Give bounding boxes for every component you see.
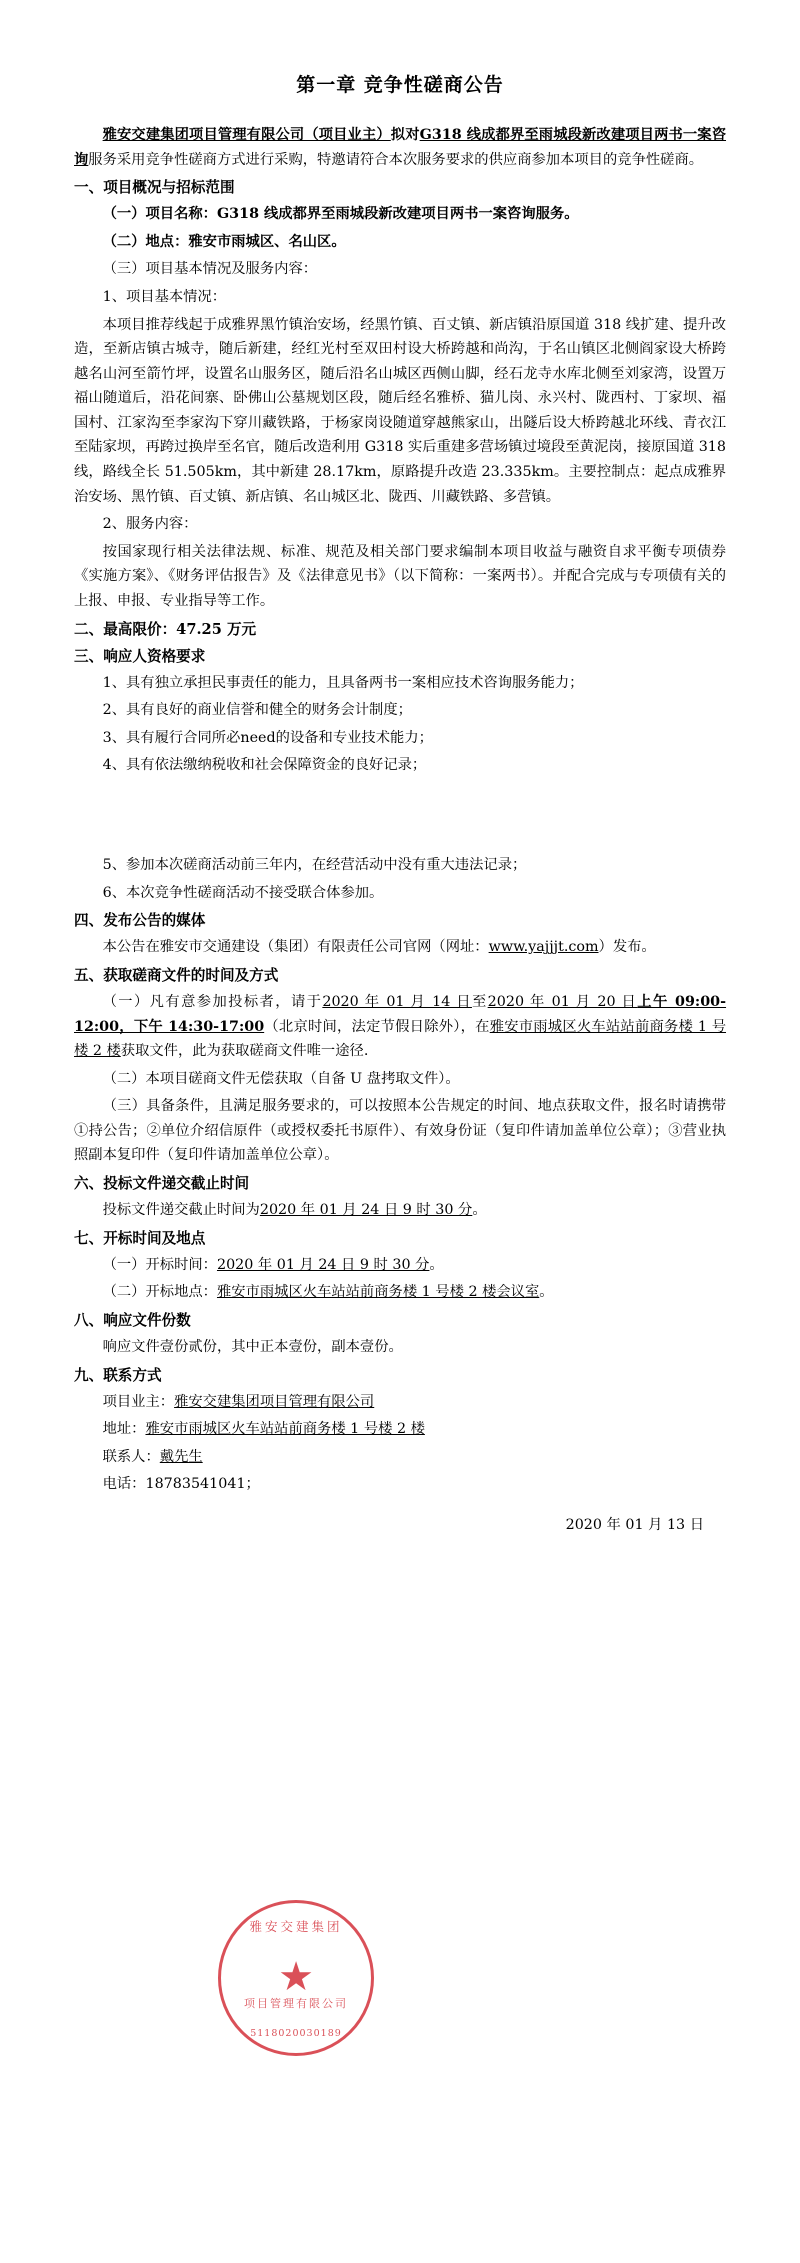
section1-sub-2: 2、服务内容： (102, 516, 198, 533)
contact-owner-label: 项目业主： (102, 1393, 175, 1410)
open-time-tail: 。 (429, 1256, 444, 1273)
section1-item-name (74, 202, 726, 227)
bid-deadline-paragraph (74, 1198, 726, 1223)
qualification-item: 4、具有依法缴纳税收和社会保障资金的良好记录； (102, 757, 427, 774)
doc-acquire-requirements: （三）具备条件，且满足服务要求的，可以按照本公告规定的时间、地点获取文件，报名时请携带①持公告；②单位介绍信原件（或授权委托书原件）、有效身份证（复印件请加盖单位公章）；③营业执照副本复印件（复印件请加盖单位公章）。 (74, 1098, 726, 1164)
seal-bottom-text: 5118020030189 (250, 2028, 342, 2039)
section-heading-1: 一、项目概况与招标范围 (74, 179, 235, 197)
acquire-tail: 获取文件，此为获取磋商文件唯一途径. (120, 1043, 369, 1060)
section-heading-2 (74, 617, 726, 642)
intro-project: G318 线成都界至雨城段新改建项目两书一案咨询 (74, 127, 727, 168)
label-max-price: 二、最高限价： (74, 620, 177, 638)
open-place-tail: 。 (539, 1284, 554, 1301)
contact-person (74, 1445, 726, 1470)
deadline-tail: 。 (472, 1202, 487, 1219)
value-location: 雅安市雨城区、名山区。 (188, 233, 346, 250)
copies-paragraph: 响应文件壹份贰份，其中正本壹份，副本壹份。 (102, 1338, 403, 1355)
seal-star-icon: ★ (278, 1954, 314, 2001)
qualification-item: 2、具有良好的商业信誉和健全的财务会计制度； (102, 702, 412, 719)
deadline-date: 2020 年 01 月 24 日 9 时 30 分 (259, 1202, 473, 1219)
intro-suffix: 服务采用竞争性磋商方式进行采购，特邀请符合本次服务要求的供应商参加本项目的竞争性磋商。 (88, 151, 704, 168)
contact-owner (74, 1390, 726, 1415)
section-heading-8: 八、响应文件份数 (74, 1311, 191, 1329)
label-project-name: （一）项目名称： (102, 206, 217, 223)
acquire-mid2: （北京时间，法定节假日除外），在 (264, 1018, 490, 1035)
contact-address (74, 1417, 726, 1442)
acquire-lead: （一）凡有意参加投标者，请于 (102, 993, 323, 1010)
section-heading-9: 九、联系方式 (74, 1366, 162, 1384)
open-time-date: 2020 年 01 月 24 日 9 时 30 分 (216, 1256, 430, 1273)
qualification-item: 6、本次竞争性磋商活动不接受联合体参加。 (102, 884, 384, 901)
qualification-item: 3、具有履行合同所必need的设备和专业技术能力； (102, 729, 433, 746)
value-project-name: G318 线成都界至雨城段新改建项目两书一案咨询服务。 (216, 206, 579, 223)
acquire-mid1: 至 (471, 993, 488, 1010)
section-heading-4: 四、发布公告的媒体 (74, 912, 206, 930)
open-place-paragraph (74, 1280, 726, 1305)
seal-ring (221, 1903, 371, 2053)
open-time-lead: （一）开标时间： (102, 1256, 217, 1273)
issue-date: 2020 年 01 月 13 日 (565, 1516, 704, 1533)
official-website-link[interactable]: www.yajjjt.com (488, 939, 599, 956)
value-max-price: 47.25 万元 (176, 620, 257, 638)
open-place-lead: （二）开标地点： (102, 1284, 217, 1301)
seal-top-text: 雅安交建集团 (249, 1919, 343, 1934)
section-heading-6: 六、投标文件递交截止时间 (74, 1174, 250, 1192)
open-time-paragraph (74, 1253, 726, 1278)
doc-acquire-paragraph (74, 990, 726, 1064)
intro-owner: 雅安交建集团项目管理有限公司（项目业主） (102, 127, 391, 143)
acquire-start-date: 2020 年 01 月 14 日 (322, 993, 472, 1010)
media-text-suffix: ）发布。 (598, 939, 656, 956)
acquire-time-range: 上午 09:00-12:00，下午 14:30-17:00 (74, 993, 727, 1035)
section-heading-3: 三、响应人资格要求 (74, 647, 206, 665)
doc-acquire-free: （二）本项目磋商文件无偿获取（自备 U 盘拷取文件）。 (102, 1070, 460, 1087)
section-heading-5: 五、获取磋商文件的时间及方式 (74, 966, 279, 984)
section-heading-7: 七、开标时间及地点 (74, 1229, 206, 1247)
page-gap (74, 781, 726, 853)
seal-mid-text: 项目管理有限公司 (244, 1997, 348, 2010)
contact-person-value: 戴先生 (159, 1448, 203, 1465)
acquire-place: 雅安市雨城区火车站站前商务楼 1 号楼 2 楼 (74, 1018, 727, 1060)
qualification-item: 1、具有独立承担民事责任的能力，且具备两书一案相应技术咨询服务能力； (102, 674, 584, 691)
section1-item-basic: （三）项目基本情况及服务内容： (102, 261, 318, 278)
media-text-prefix: 本公告在雅安市交通建设（集团）有限责任公司官网（网址： (102, 939, 489, 956)
contact-phone (74, 1472, 726, 1497)
contact-person-label: 联系人： (102, 1448, 160, 1465)
section1-body-overview: 本项目推荐线起于成雅界黑竹镇治安场，经黑竹镇、百丈镇、新店镇沿原国道 318 线扩建、提升改造，至新店镇古城寺，随后新建，经红光村至双田村设大桥跨越和尚沟，于名山镇区北侧阎家设大桥跨越名山河至箭竹坪，设置名山服务区，随后沿名山城区西侧山脚，经石龙寺水库北侧至刘家湾，设置万福山随道后，沿花间寨、卧佛山公墓规划区段，随后经名雅桥、猫儿岗、永兴村、陇西村、丁家坝、福国村、江家沟至李家沟下穿川藏铁路，于杨家岗设随道穿越熊家山，出隧后设大桥跨越北环线、青衣江至陆家坝，再跨过换岸至名官，随后改造利用 G318 实后重建多营场镇过境段至黄泥岗，接原国道 318 线，路线全长 51.505km，其中新建 28.17km，原路提升改造 23.335km。主要控制点：起点成雅界治安场、黑竹镇、百丈镇、新店镇、名山城区北、陇西、川藏铁路、多营镇。 (74, 316, 726, 505)
acquire-end-date: 2020 年 01 月 20 日 (487, 993, 638, 1010)
open-place-value: 雅安市雨城区火车站站前商务楼 1 号楼 2 楼会议室 (216, 1284, 540, 1301)
section1-body-scope: 按国家现行相关法律法规、标准、规范及相关部门要求编制本项目收益与融资自求平衡专项债券《实施方案》、《财务评估报告》及《法律意见书》（以下简称：一案两书）。并配合完成与专项债有关的上报、申报、专业指导等工作。 (74, 543, 726, 609)
intro-paragraph (74, 123, 726, 172)
contact-address-label: 地址： (102, 1421, 146, 1438)
page-title: 第一章 竞争性磋商公告 (296, 74, 504, 96)
section1-item-location (74, 230, 726, 255)
intro-mid: 拟对 (390, 127, 420, 143)
contact-address-value: 雅安市雨城区火车站站前商务楼 1 号楼 2 楼 (145, 1421, 425, 1438)
company-seal-stamp (218, 1900, 374, 2056)
contact-phone-label: 电话： (102, 1476, 146, 1493)
qualification-item: 5、参加本次磋商活动前三年内，在经营活动中没有重大违法记录； (102, 857, 527, 873)
contact-phone-value: 18783541041； (145, 1476, 260, 1493)
section1-sub-1: 1、项目基本情况： (102, 288, 227, 305)
contact-owner-value: 雅安交建集团项目管理有限公司 (174, 1393, 375, 1410)
label-location: （二）地点： (102, 233, 189, 250)
media-paragraph (74, 935, 726, 960)
deadline-lead: 投标文件递交截止时间为 (102, 1202, 260, 1219)
